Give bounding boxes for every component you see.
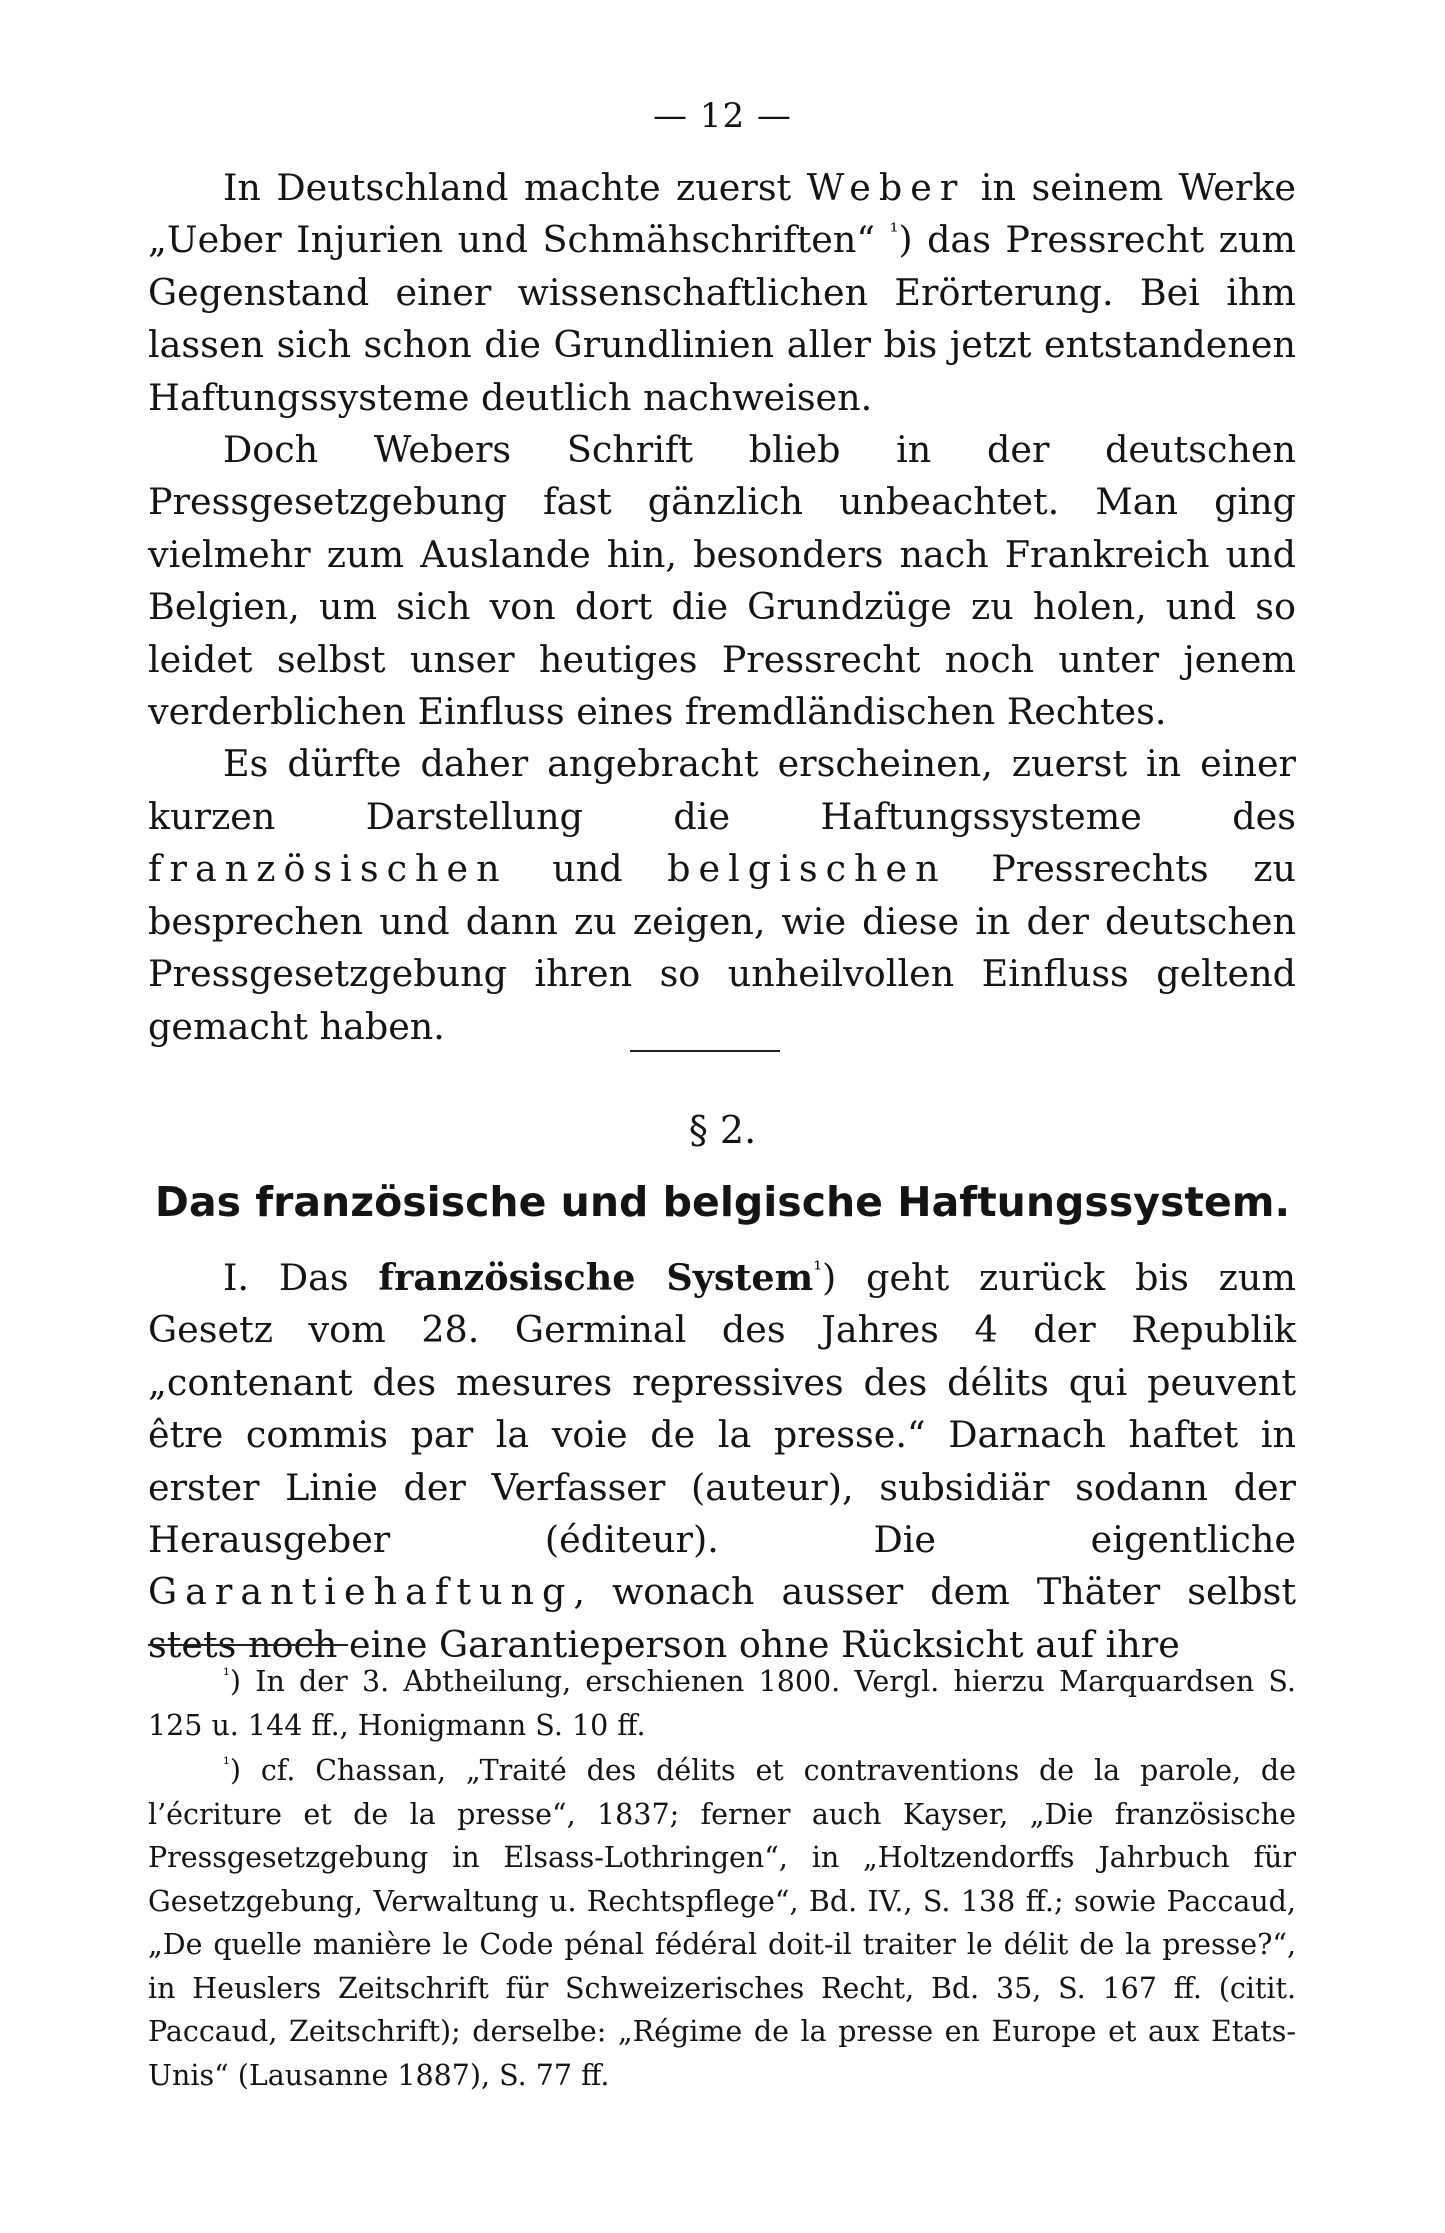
text-run: in seinem Werke „Ueber Injurien und Schmähschriften“ bbox=[148, 166, 1296, 262]
paragraph-weber bbox=[148, 162, 1296, 424]
text-run: , wonach ausser dem Thäter selbst stets noch eine Garantieperson ohne Rücksicht auf ihre bbox=[148, 1570, 1296, 1666]
section-text-block bbox=[148, 1252, 1296, 1671]
footnote-1-text: ) In der 3. Abtheilung, erschienen 1800. Vergl. hierzu Marquardsen S. 125 u. 144 ff., Honigmann S. 10 ff. bbox=[148, 1665, 1296, 1742]
text-run: Pressrechts zu besprechen und dann zu zeigen, wie diese in der deutschen Pressgesetzgebung ihren so unheilvollen Einfluss geltend gemacht haben. bbox=[148, 847, 1296, 1048]
bold-term-system: französische System bbox=[378, 1256, 814, 1299]
section-number: § 2. bbox=[688, 1108, 757, 1152]
spaced-word-garantiehaftung: Garantiehaftung bbox=[148, 1570, 574, 1614]
text-run: ) das Pressrecht zum Gegenstand einer wissenschaftlichen Erörterung. Bei ihm lassen sich schon die Grundlinien aller bis jetzt entstandenen Haftungssysteme deutlich nachweisen. bbox=[148, 218, 1296, 419]
page-number: — 12 — bbox=[653, 96, 792, 136]
text-run: Es dürfte daher angebracht erscheinen, zuerst in einer kurzen Darstellung die Haftungssysteme des bbox=[148, 742, 1296, 838]
spaced-word-belgischen: belgischen bbox=[667, 847, 947, 891]
text-run: ) geht zurück bis zum Gesetz vom 28. Germinal des Jahres 4 der Republik „contenant des mesures repressives des délits qui peuvent être commis par la voie de la presse.“ Darnach haftet in erster Linie der Verfasser (auteur), subsidiär sodann der Herausgeber (éditeur). Die eigentliche bbox=[148, 1256, 1297, 1562]
intro-text-block bbox=[148, 162, 1296, 1053]
spaced-name-weber: Weber bbox=[806, 166, 966, 209]
footnote-rule bbox=[148, 1644, 348, 1646]
spaced-word-franzoesischen: französischen bbox=[148, 847, 508, 891]
footnote-marker: ¹ bbox=[813, 1257, 823, 1283]
footnotes bbox=[148, 1660, 1296, 2097]
text-run: und bbox=[507, 847, 668, 891]
footnote-2-marker: ¹ bbox=[223, 1754, 230, 1775]
footnote-1 bbox=[148, 1660, 1296, 1747]
paragraph-webers-schrift: Doch Webers Schrift blieb in der deutschen Pressgesetzgebung fast gänzlich unbeachtet. Man ging vielmehr zum Auslande hin, besonders nach Frankreich und Belgien, um sich von dort die Grundzüge zu holen, und so leidet selbst unser heutiges Pressrecht noch unter jenem verderblichen Einfluss eines fremdländischen Rechtes. bbox=[148, 428, 1296, 734]
footnote-2-text: ) cf. Chassan, „Traité des délits et contraventions de la parole, de l’écriture et de la presse“, 1837; ferner auch Kayser, „Die französische Pressgesetzgebung in Elsass-Lothringen“, in „Holtzendorffs Jahrbuch für Gesetzgebung, Verwaltung u. Rechtspflege“, Bd. IV., S. 138 ff.; sowie Paccaud, „De quelle manière le Code pénal fédéral doit-il traiter le délit de la presse?“, in Heuslers Zeitschrift für Schweizerisches Recht, Bd. 35, S. 167 ff. (citit. Paccaud, Zeitschrift); derselbe: „Régime de la presse en Europe et aux Etats-Unis“ (Lausanne 1887), S. 77 ff. bbox=[148, 1754, 1296, 2092]
footnote-marker: ¹ bbox=[889, 220, 899, 246]
text-run: In Deutschland machte zuerst bbox=[223, 166, 807, 209]
text-run: I. Das bbox=[223, 1256, 379, 1299]
section-divider bbox=[630, 1050, 780, 1052]
footnote-2 bbox=[148, 1749, 1296, 2097]
paragraph-franzoesisches-system bbox=[148, 1252, 1296, 1671]
section-title: Das französische und belgische Haftungssystem. bbox=[154, 1178, 1291, 1226]
footnote-1-marker: ¹ bbox=[223, 1665, 230, 1686]
paragraph-darstellung bbox=[148, 738, 1296, 1052]
